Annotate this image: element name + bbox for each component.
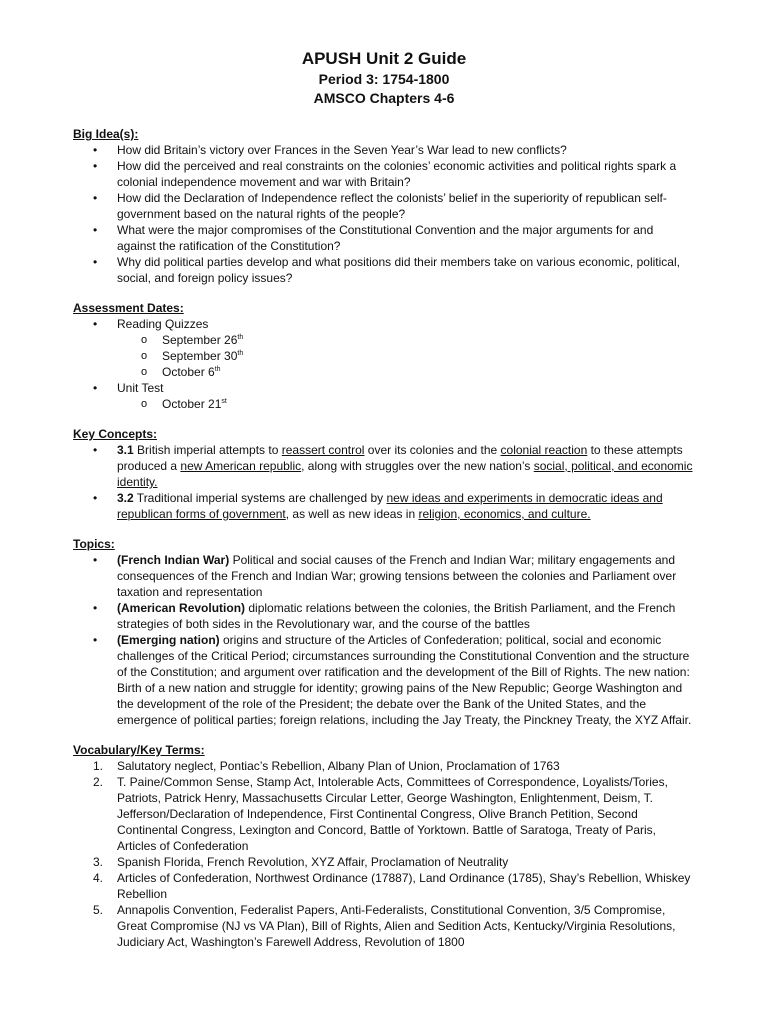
test-date: o October 21st (117, 396, 693, 412)
big-ideas-list (73, 142, 693, 286)
list-item: • How did Britain’s victory over Frances in the Seven Year’s War lead to new conflicts? (73, 142, 693, 158)
topic-item: • (American Revolution) diplomatic relations between the colonies, the British Parliament, and the French strategies of both sides in the Revolutionary war, and the course of the battles (73, 600, 693, 632)
key-concepts-heading: Key Concepts: (73, 427, 158, 441)
unit-test-dates (117, 396, 693, 412)
list-item: • How did the perceived and real constraints on the colonies’ economic activities and political rights spark a colonial independence movement and war with Britain? (73, 158, 693, 190)
key-concepts-list (73, 442, 693, 522)
list-item (73, 316, 693, 380)
vocab-item: 2. T. Paine/Common Sense, Stamp Act, Intolerable Acts, Committees of Correspondence, Loyalists/Tories, Patriots, Patrick Henry, Massachusetts Circular Letter, George Washington, Enlightenment, Deism, T. Jefferson/Declaration of Independence, First Continental Congress, Olive Branch Petition, Second Continental Congress, Lexington and Concord, Battle of Yorktown. Battle of Saratoga, Treaty of Paris, Articles of Confederation (93, 775, 668, 853)
list-item: • How did the Declaration of Independence reflect the colonists’ belief in the superiority of republican self-government based on the natural rights of the people? (73, 190, 693, 222)
big-ideas-heading: Big Idea(s): (73, 127, 139, 141)
quiz-date: o September 30th (117, 348, 693, 364)
reading-quiz-dates (117, 332, 693, 380)
vocab-item: 1. Salutatory neglect, Pontiac’s Rebellion, Albany Plan of Union, Proclamation of 1763 (93, 759, 560, 773)
vocab-heading: Vocabulary/Key Terms: (73, 743, 205, 757)
list-item: • Why did political parties develop and what positions did their members take on various economic, political, social, and foreign policy issues? (73, 254, 693, 286)
quiz-date: o September 26th (117, 332, 693, 348)
list-item (73, 380, 693, 412)
vocab-list (73, 758, 693, 950)
topics-heading: Topics: (73, 537, 115, 551)
vocab-item: 4. Articles of Confederation, Northwest Ordinance (17887), Land Ordinance (1785), Shay’s Rebellion, Whiskey Rebellion (93, 871, 691, 901)
assessment-list (73, 316, 693, 412)
vocab-item: 5. Annapolis Convention, Federalist Papers, Anti-Federalists, Constitutional Convention, 3/5 Compromise, Great Compromise (NJ vs VA Plan), Bill of Rights, Alien and Sedition Acts, Kentucky/Virginia Resolutions, Judiciary Act, Washington’s Farewell Address, Revolution of 1800 (93, 903, 676, 949)
vocab-item: 3. Spanish Florida, French Revolution, XYZ Affair, Proclamation of Neutrality (93, 855, 509, 869)
topic-item: • (Emerging nation) origins and structure of the Articles of Confederation; political, social and economic challenges of the Critical Period; circumstances surrounding the Constitutional Convention and the structure of the Constitution; and argument over ratification and the development of the Bill of Rights. The new nation: Birth of a new nation and struggle for identity; growing pains of the New Republic; George Washington and the development of the role of the President; the debate over the Bank of the United States, and the emergence of political parties; foreign relations, including the Jay Treaty, the Pinckney Treaty, the XYZ Affair. (73, 632, 693, 728)
document-header (0, 0, 768, 108)
chapters-subtitle: AMSCO Chapters 4-6 (313, 90, 455, 106)
assessment-heading: Assessment Dates: (73, 301, 184, 315)
topics-list (73, 552, 693, 728)
list-item: • What were the major compromises of the Constitutional Convention and the major arguments for and against the ratification of the Constitution? (73, 222, 693, 254)
document-body (73, 126, 693, 950)
key-concept-item: • 3.2 Traditional imperial systems are challenged by new ideas and experiments in democratic ideas and republican forms of government, as well as new ideas in religion, economics, and culture. (73, 490, 693, 522)
page-title: APUSH Unit 2 Guide (301, 49, 467, 68)
quiz-date: o October 6th (117, 364, 693, 380)
key-concept-item: • 3.1 British imperial attempts to reassert control over its colonies and the colonial reaction to these attempts produced a new American republic, along with struggles over the new nation’s social, political, and economic identity. (73, 442, 693, 490)
topic-item: • (French Indian War) Political and social causes of the French and Indian War; military engagements and consequences of the French and Indian War; growing tensions between the colonies and Parliament over taxation and representation (73, 552, 693, 600)
period-subtitle: Period 3: 1754-1800 (318, 71, 450, 87)
reading-quizzes-label: Reading Quizzes (117, 317, 209, 331)
unit-test-label: Unit Test (117, 381, 164, 395)
